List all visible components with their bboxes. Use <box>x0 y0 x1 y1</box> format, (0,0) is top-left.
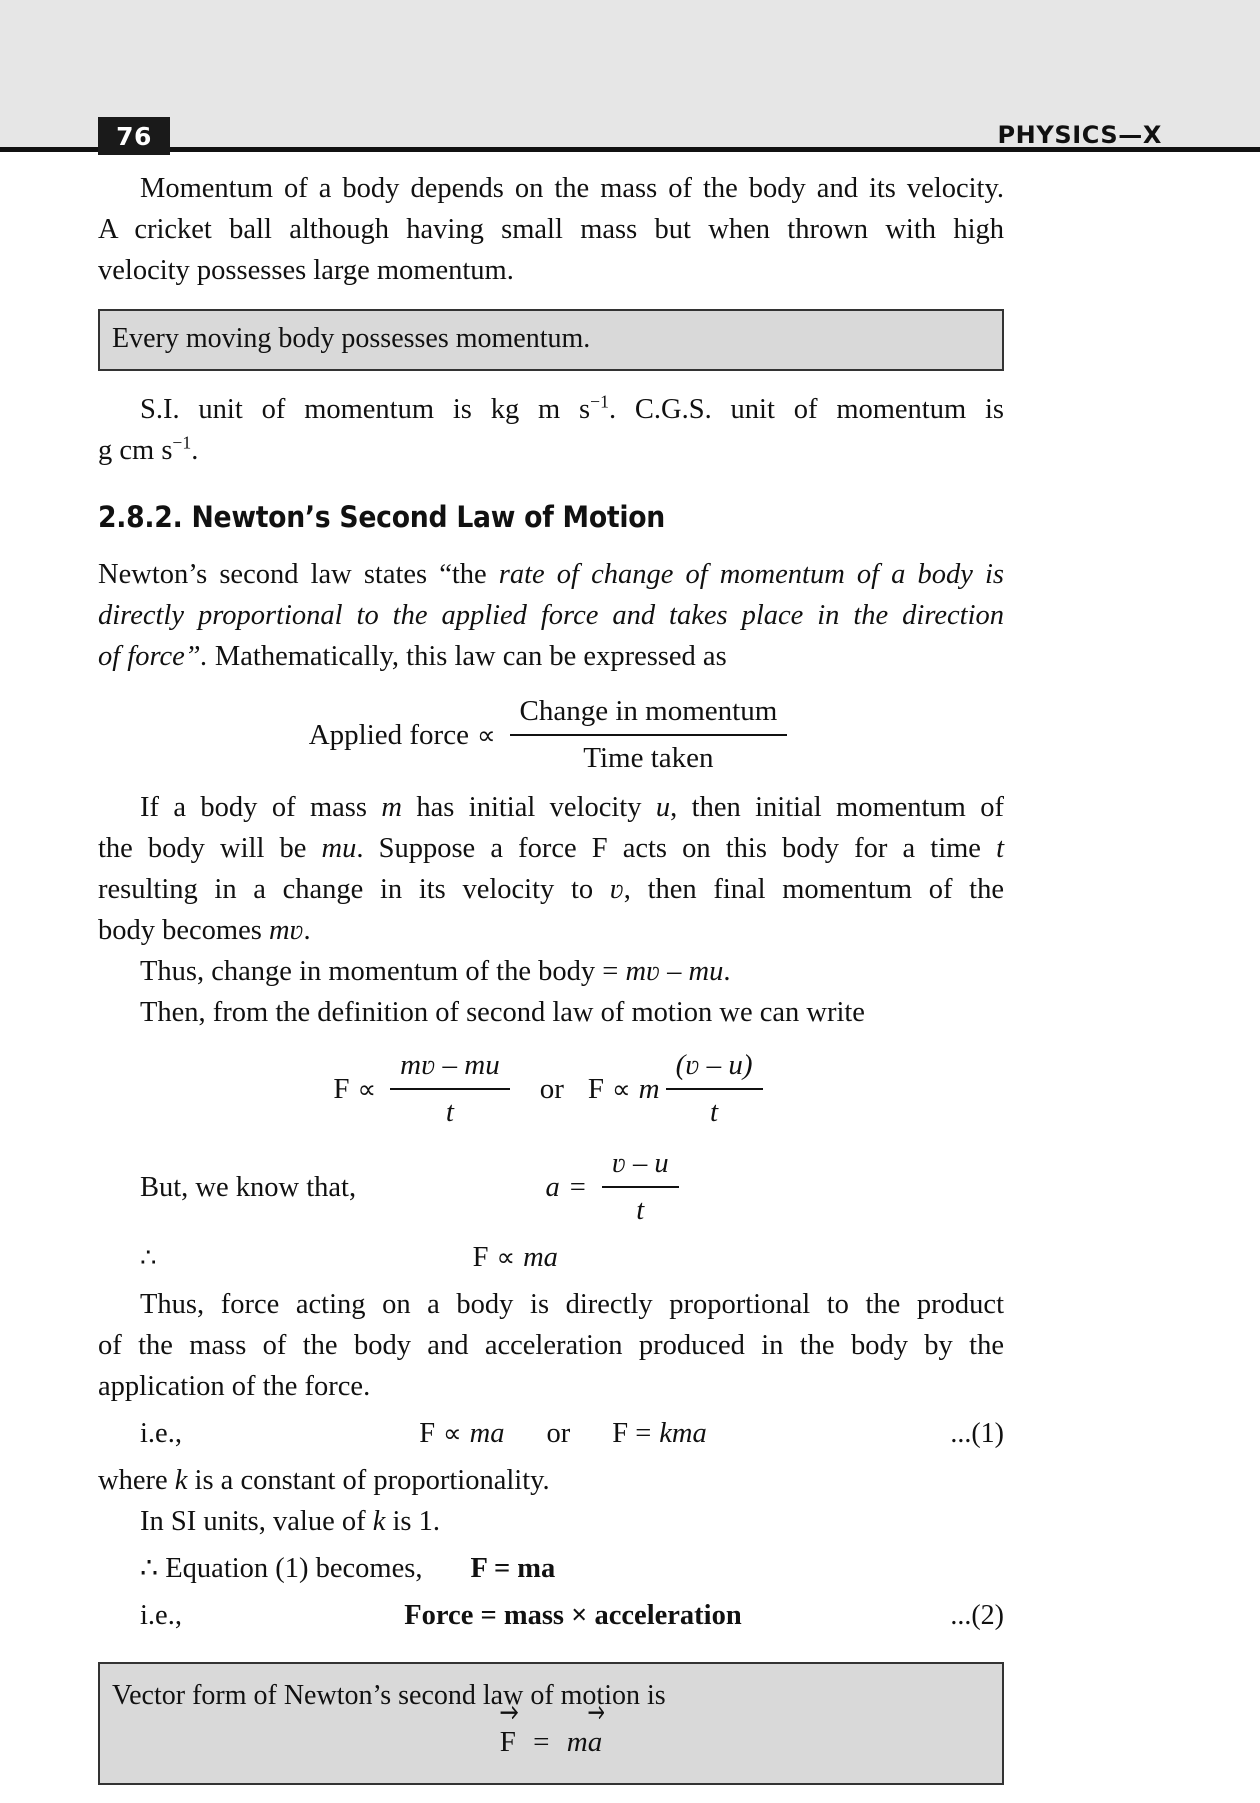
fraction-denominator: Time taken <box>583 742 714 774</box>
fraction-denominator: t <box>445 1096 454 1128</box>
italic-run: of force”. <box>98 641 208 672</box>
text-run: If a body of mass <box>140 792 382 823</box>
ma-expression: ma <box>523 1242 558 1273</box>
equation-acceleration-row <box>98 1143 1004 1231</box>
equation-label: But, we know that, <box>140 1171 357 1203</box>
proportional-symbol: ∝ <box>443 1419 462 1448</box>
italic-run: directly proportional to the applied force and takes place in the direction <box>98 600 1004 631</box>
paragraph-line: Momentum of a body depends on the mass of the body and its velocity. <box>140 173 1004 204</box>
page-header <box>0 0 1260 152</box>
text-run: Newton’s second law states “the <box>98 559 499 590</box>
equation-body <box>182 1413 1004 1454</box>
subject-title: PHYSICS—X <box>997 121 1162 149</box>
ma-expression: ma <box>469 1418 505 1449</box>
paragraph-line <box>98 430 1004 471</box>
italic-run: ʋ <box>609 874 624 905</box>
text-run: is 1. <box>385 1506 441 1537</box>
therefore-symbol: ∴ <box>140 1243 157 1272</box>
proportional-symbol: ∝ <box>357 1074 377 1104</box>
paragraph-line <box>98 389 1004 430</box>
italic-run: mʋ – mu <box>625 956 724 987</box>
proportional-symbol: ∝ <box>612 1074 631 1104</box>
text-run: , then initial momentum of <box>670 792 1004 823</box>
section-heading: 2.8.2. Newton’s Second Law of Motion <box>98 500 666 534</box>
force-equals: F = <box>612 1418 652 1449</box>
italic-run: mʋ <box>268 915 304 946</box>
fraction <box>602 1143 679 1231</box>
equation-2-row <box>98 1595 1004 1636</box>
acceleration-symbol: a <box>587 1726 603 1758</box>
text-run: . <box>723 956 731 987</box>
fraction-numerator: ʋ – u <box>602 1143 679 1188</box>
fraction <box>510 691 788 779</box>
vector-F <box>500 1722 516 1763</box>
italic-run: u <box>655 792 671 823</box>
equation-label: i.e., <box>140 1600 182 1631</box>
text-run: body becomes <box>98 915 269 946</box>
paragraph-line <box>98 910 1004 951</box>
note-box-vector-form <box>98 1662 1004 1785</box>
page-number-label: 76 <box>116 121 152 151</box>
paragraph-mass-velocity <box>98 787 1004 951</box>
fraction-denominator: t <box>710 1096 719 1128</box>
proportional-symbol: ∝ <box>496 1243 516 1272</box>
fraction-denominator: t <box>636 1195 645 1226</box>
equals-symbol: = <box>533 1726 550 1758</box>
italic-run: m <box>381 792 402 823</box>
note-text: Every moving body possesses momentum. <box>112 323 591 354</box>
equation-body <box>356 1143 1004 1231</box>
paragraph-line: A cricket ball although having small mass but when thrown with high <box>98 214 1004 245</box>
fraction-numerator: Change in momentum <box>510 691 788 736</box>
fraction <box>390 1045 510 1133</box>
paragraph-line: velocity possesses large momentum. <box>98 255 514 286</box>
force-symbol: F <box>587 1072 605 1105</box>
paragraph-law-statement <box>98 554 1004 677</box>
italic-run: mu <box>321 833 357 864</box>
superscript-exponent: −1 <box>590 391 609 412</box>
text-run: the body will be <box>98 833 322 864</box>
superscript-exponent: −1 <box>172 432 192 453</box>
fraction-numerator: (ʋ – u) <box>666 1045 763 1090</box>
text-run: Mathematically, this law can be expressed as <box>207 641 727 672</box>
text-run: . C.G.S. unit of momentum is <box>608 394 1004 425</box>
force-symbol: F <box>419 1418 436 1449</box>
equation-force-momentum <box>98 1045 1004 1133</box>
text-run: is a constant of proportionality. <box>187 1465 550 1496</box>
text-run: In SI units, value of <box>140 1506 373 1537</box>
equation-label: Applied force <box>308 718 469 751</box>
page-number-badge <box>98 117 170 155</box>
paragraph-si-value-k <box>98 1501 1004 1542</box>
force-mass-acceleration-expression: Force = mass × acceleration <box>404 1600 742 1631</box>
paragraph-si-unit <box>98 389 1004 471</box>
equation-body <box>157 1237 1004 1278</box>
text-run: . <box>191 435 199 466</box>
fraction <box>666 1045 763 1133</box>
text-run: , then final momentum of the <box>623 874 1004 905</box>
paragraph-line <box>98 595 1004 636</box>
text-run: Thus, change in momentum of the body = <box>140 956 626 987</box>
note-text: Vector form of Newton’s second law of motion is <box>112 1680 666 1711</box>
paragraph-definition: Then, from the definition of second law of motion we can write <box>140 997 865 1028</box>
page-content <box>98 152 1004 1803</box>
acceleration-symbol: a <box>545 1171 560 1203</box>
paragraph-line: of the mass of the body and acceleration produced in the body by the <box>98 1330 1004 1361</box>
equation-1-row <box>98 1413 1004 1454</box>
equation-f-equals-ma-row <box>98 1548 1004 1589</box>
mass-symbol: m <box>638 1072 660 1105</box>
text-run: S.I. unit of momentum is kg m s <box>140 394 591 425</box>
paragraph-force-product <box>98 1284 1004 1407</box>
paragraph-line <box>98 554 1004 595</box>
equation-label: ∴ Equation (1) becomes, <box>140 1553 423 1584</box>
paragraph-momentum <box>98 168 1004 291</box>
vector-equation <box>112 1722 990 1763</box>
force-symbol: F <box>333 1072 350 1105</box>
proportional-symbol: ∝ <box>476 720 496 750</box>
paragraph-constant-k <box>98 1460 1004 1501</box>
note-box-every-moving-body <box>98 309 1004 371</box>
text-run: has initial velocity <box>401 792 656 823</box>
force-symbol: F <box>499 1726 516 1758</box>
paragraph-line <box>98 636 1004 677</box>
equation-number: ...(1) <box>950 1418 1004 1449</box>
equation-applied-force <box>98 691 1004 779</box>
text-run: . Suppose a force F acts on this body for a time <box>356 833 997 864</box>
italic-run: k <box>174 1465 188 1496</box>
paragraph-line <box>98 869 1004 910</box>
paragraph-change-in-momentum <box>98 951 1004 992</box>
equation-f-prop-ma-row <box>98 1237 1004 1278</box>
force-symbol: F <box>472 1242 489 1273</box>
equals-symbol: = <box>569 1171 586 1203</box>
paragraph-line <box>98 828 1004 869</box>
vector-a <box>588 1722 603 1763</box>
equation-label: i.e., <box>140 1418 182 1449</box>
mass-symbol: m <box>566 1726 588 1758</box>
kma-expression: kma <box>659 1418 707 1449</box>
text-run: resulting in a change in its velocity to <box>98 874 610 905</box>
fraction-numerator: mʋ – mu <box>390 1045 510 1090</box>
paragraph-line <box>98 787 1004 828</box>
italic-run: rate of change of momentum of a body is <box>498 559 1004 590</box>
italic-run: t <box>996 833 1004 864</box>
or-connector: or <box>539 1072 564 1105</box>
paragraph-line: application of the force. <box>98 1371 371 1402</box>
italic-run: k <box>372 1506 386 1537</box>
text-run: g cm s <box>98 435 173 466</box>
text-run: . <box>303 915 311 946</box>
text-run: where <box>98 1465 175 1496</box>
paragraph-line: Thus, force acting on a body is directly proportional to the product <box>140 1289 1004 1320</box>
f-equals-ma-expression: F = ma <box>470 1553 556 1584</box>
equation-number: ...(2) <box>950 1600 1004 1631</box>
or-connector: or <box>546 1418 571 1449</box>
